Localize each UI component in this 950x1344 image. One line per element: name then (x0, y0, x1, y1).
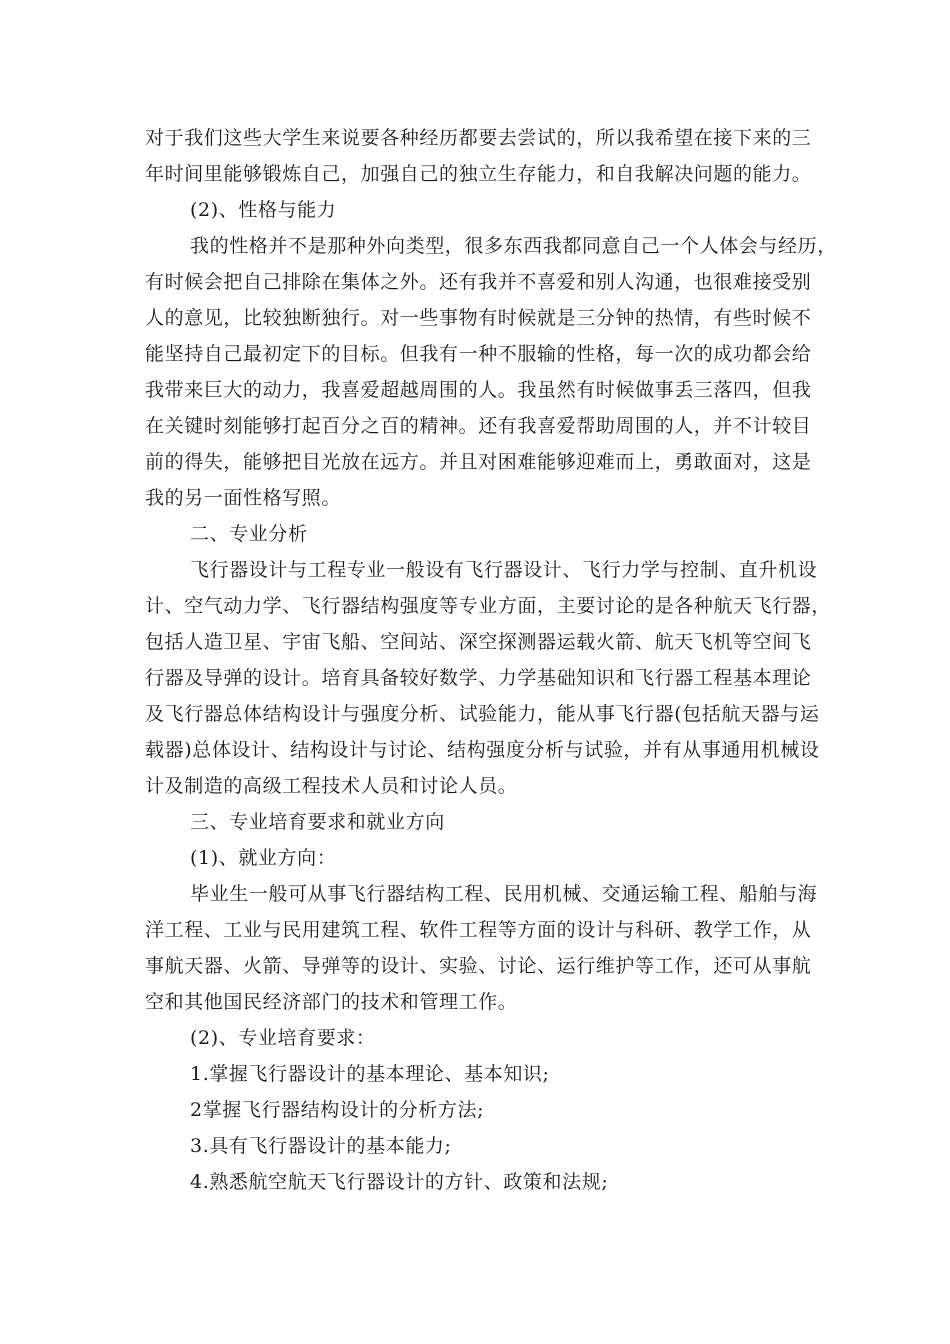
section-heading: 三、专业培育要求和就业方向 (190, 811, 445, 833)
paragraph-line: 毕业生一般可从事飞行器结构工程、民用机械、交通运输工程、船舶与海 (190, 883, 818, 905)
paragraph-line: 前的得失，能够把目光放在远方。并且对困难能够迎难而上，勇敢面对，这是 (145, 451, 812, 473)
paragraph-line: 在关键时刻能够打起百分之百的精神。还有我喜爱帮助周围的人，并不计较目 (145, 415, 812, 437)
list-item: 4.熟悉航空航天飞行器设计的方针、政策和法规; (190, 1171, 609, 1193)
list-item: 1.掌握飞行器设计的基本理论、基本知识; (190, 1063, 550, 1085)
paragraph-line: 事航天器、火箭、导弹等的设计、实验、讨论、运行维护等工作，还可从事航 (145, 955, 812, 977)
paragraph-line: 行器及导弹的设计。培育具备较好数学、力学基础知识和飞行器工程基本理论 (145, 667, 812, 689)
paragraph-line: 载器)总体设计、结构设计与讨论、结构强度分析与试验，并有从事通用机械设 (145, 739, 820, 761)
paragraph-line: 年时间里能够锻炼自己，加强自己的独立生存能力，和自我解决问题的能力。 (145, 163, 812, 185)
paragraph-line: 计、空气动力学、飞行器结构强度等专业方面，主要讨论的是各种航天飞行器， (145, 595, 832, 617)
section-subheading: (2)、专业培育要求： (190, 1027, 376, 1049)
paragraph-line: 及飞行器总体结构设计与强度分析、试验能力，能从事飞行器(包括航天器与运 (145, 703, 820, 725)
paragraph-line: 飞行器设计与工程专业一般设有飞行器设计、飞行力学与控制、直升机设 (190, 559, 818, 581)
list-item: 2掌握飞行器结构设计的分析方法; (190, 1099, 485, 1121)
paragraph-line: 能坚持自己最初定下的目标。但我有一种不服输的性格，每一次的成功都会给 (145, 343, 812, 365)
paragraph-line: 我的性格并不是那种外向类型，很多东西我都同意自己一个人体会与经历， (190, 235, 837, 257)
paragraph-line: 包括人造卫星、宇宙飞船、空间站、深空探测器运载火箭、航天飞机等空间飞 (145, 631, 812, 653)
section-subheading: (1)、就业方向： (190, 847, 337, 869)
paragraph-line: 有时候会把自己排除在集体之外。还有我并不喜爱和别人沟通，也很难接受别 (145, 271, 812, 293)
paragraph-line: 人的意见，比较独断独行。对一些事物有时候就是三分钟的热情，有些时候不 (145, 307, 812, 329)
paragraph-line: 计及制造的高级工程技术人员和讨论人员。 (145, 775, 518, 797)
paragraph-line: 我带来巨大的动力，我喜爱超越周围的人。我虽然有时候做事丢三落四，但我 (145, 379, 812, 401)
paragraph-line: 洋工程、工业与民用建筑工程、软件工程等方面的设计与科研、教学工作，从 (145, 919, 812, 941)
paragraph-line: 我的另一面性格写照。 (145, 487, 342, 509)
list-item: 3.具有飞行器设计的基本能力; (190, 1135, 452, 1157)
paragraph-line: 对于我们这些大学生来说要各种经历都要去尝试的，所以我希望在接下来的三 (145, 127, 812, 149)
section-heading: 二、专业分析 (190, 523, 308, 545)
paragraph-line: 空和其他国民经济部门的技术和管理工作。 (145, 991, 518, 1013)
section-subheading: (2)、性格与能力 (190, 199, 337, 221)
